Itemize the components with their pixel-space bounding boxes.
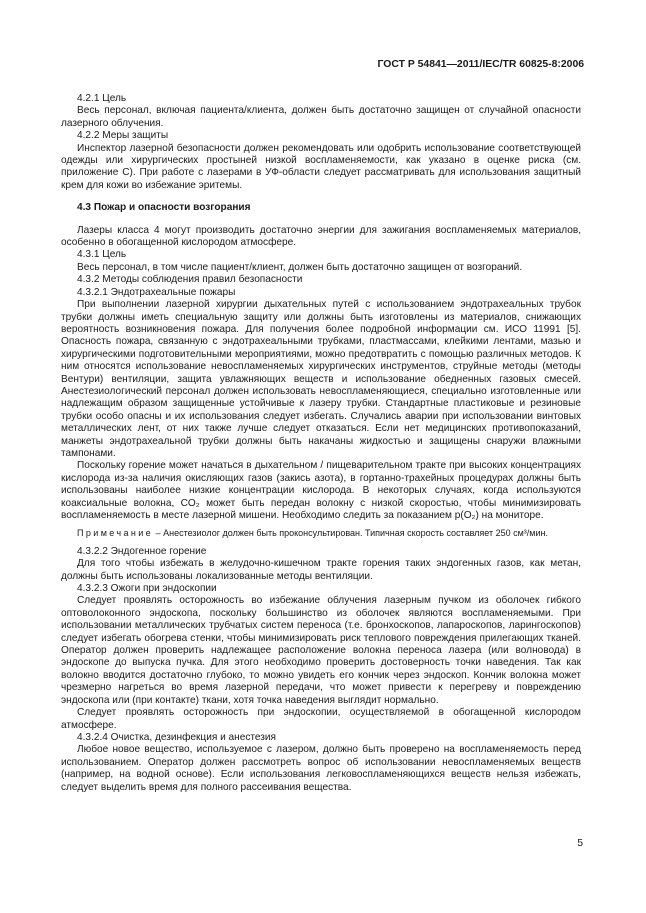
page-number: 5 bbox=[577, 838, 583, 849]
paragraph: Любое новое вещество, используемое с лазером, должно быть проверено на воспламеняемость перед использованием. Оператор должен рассмотреть вопрос об использовании невоспламеняемых веществ (например, на водной основе). Если использования легковоспламеняющихся веществ нельзя избежать, следует выделить время для полного рассеивания вещества. bbox=[61, 744, 581, 793]
subsection-heading: 4.2.2 Меры защиты bbox=[77, 130, 169, 142]
subsection-heading: 4.2.1 Цель bbox=[77, 93, 127, 104]
note-text: – Анестезиолог должен быть проконсультирован. Типичная скорость составляет 250 см³/мин. bbox=[153, 528, 548, 539]
paragraph: Весь персонал, в том числе пациент/клиент, должен быть достаточно защищен от возгораний. bbox=[77, 261, 523, 273]
standard-header: ГОСТ Р 54841—2011/IEC/TR 60825-8:2006 bbox=[377, 59, 584, 70]
paragraph: Инспектор лазерной безопасности должен рекомендовать или одобрить использование соответствующей одежды или хирургических простыней низкой воспламеняемости, как указано в оценке риска (см. приложение С). При работе с лазерами в УФ-области следует рассматривать для использования защитный крем для кожи во избежание эритемы. bbox=[61, 142, 581, 191]
paragraph: При выполнении лазерной хирургии дыхательных путей с использованием эндотрахеальных трубок трубки должны иметь специальную защиту или должны быть изготовлены из материалов, снижающих вероятность возникновения пожара. Для получения более подробной информации см. ИСО 11991 [5]. Опасность пожара, связанную с эндотрахеальными трубками, пластмассами, клейкими лентами, мазью и хирургическими подготовительными мероприятиями, можно предотвратить с помощью различных методов. К ним относятся использование невоспламеняемых хирургических инструментов, струйные методы (методы Вентури) вентиляции, защита увлажняющих веществ и использование обедненных газовых смесей. Анестезиологический персонал должен использовать невоспламеняющиеся, специально изготовленные или надлежащим образом защищенные устойчивые к лазеру трубки. Стандартные пластиковые и резиновые трубки особо опасны и их использования следует избегать. Случались аварии при использовании винтовых металлических лент, от них также лучше следует отказаться. Если нет медицинских противопоказаний, манжеты эндотрахеальной трубки должны быть накачаны жидкостью и защищены снаружи влажными тампонами. bbox=[61, 299, 581, 459]
paragraph: Следует проявлять осторожность во избежание облучения лазерным пучком из оболочек гибкого оптоволоконного эндоскопа, поскольку большинство из оболочек являются воспламеняемыми. При использовании металлических трубчатых систем переноса (т.е. бронхоскопов, лапароскопов, ларингоскопов) следует избегать обогрева стенки, чтобы минимизировать риск теплового повреждения прилегающих тканей. Оператор должен проверить надлежащее расположение волокна переноса лазера (или волновода) в эндоскопе до выпуска пучка. Для этого необходимо проверить достоверность точки наведения. Так как волокно вводится достаточно глубоко, то можно увидеть его кончик через эндоскоп. Кончик волокна может чрезмерно нагреться во время лазерной передачи, что может привести к перегреву и повреждению эндоскопа или (при контакте) ткани, хотя точка наведения выглядит нормально. bbox=[61, 595, 581, 706]
subsection-heading: 4.3.2.3 Ожоги при эндоскопии bbox=[77, 583, 217, 595]
paragraph: Весь персонал, включая пациента/клиента, должен быть достаточно защищен от случайной опасности лазерного облучения. bbox=[61, 105, 581, 129]
section-heading: 4.3 Пожар и опасности возгорания bbox=[77, 202, 251, 214]
subsection-heading: 4.3.2.4 Очистка, дезинфекция и анестезия bbox=[77, 731, 277, 743]
subsection-heading: 4.3.2.2 Эндогенное горение bbox=[77, 545, 207, 557]
subsection-heading: 4.3.1 Цель bbox=[77, 249, 127, 261]
subsection-heading: 4.3.2 Методы соблюдения правил безопасности bbox=[77, 274, 303, 286]
note bbox=[61, 527, 581, 539]
paragraph: Для того чтобы избежать в желудочно-кишечном тракте горения таких эндогенных газов, как метан, должны быть использованы локализованные методы вентиляции. bbox=[61, 558, 581, 582]
note-label: Примечание bbox=[77, 528, 154, 539]
document-body bbox=[61, 93, 581, 794]
subsection-heading: 4.3.2.1 Эндотрахеальные пожары bbox=[77, 286, 236, 298]
paragraph: Лазеры класса 4 могут производить достаточно энергии для зажигания воспламеняемых материалов, особенно в обогащенной кислородом атмосфере. bbox=[61, 224, 581, 249]
paragraph: Поскольку горение может начаться в дыхательном / пищеварительном тракте при высоких концентрациях кислорода из-за наличия окисляющих газов (закись азота), в гортанно-трахейных процедурах должны быть использованы наиболее низкие концентрации кислорода. В некоторых случаях, когда используются коаксиальные волокна, CO₂ может быть передан волокну с низкой скоростью, чтобы минимизировать воспламеняемость в месте лазерной мишени. Необходимо следить за показанием p(O₂) на мониторе. bbox=[61, 460, 581, 521]
paragraph: Следует проявлять осторожность при эндоскопии, осуществляемой в обогащенной кислородом атмосфере. bbox=[61, 707, 581, 731]
